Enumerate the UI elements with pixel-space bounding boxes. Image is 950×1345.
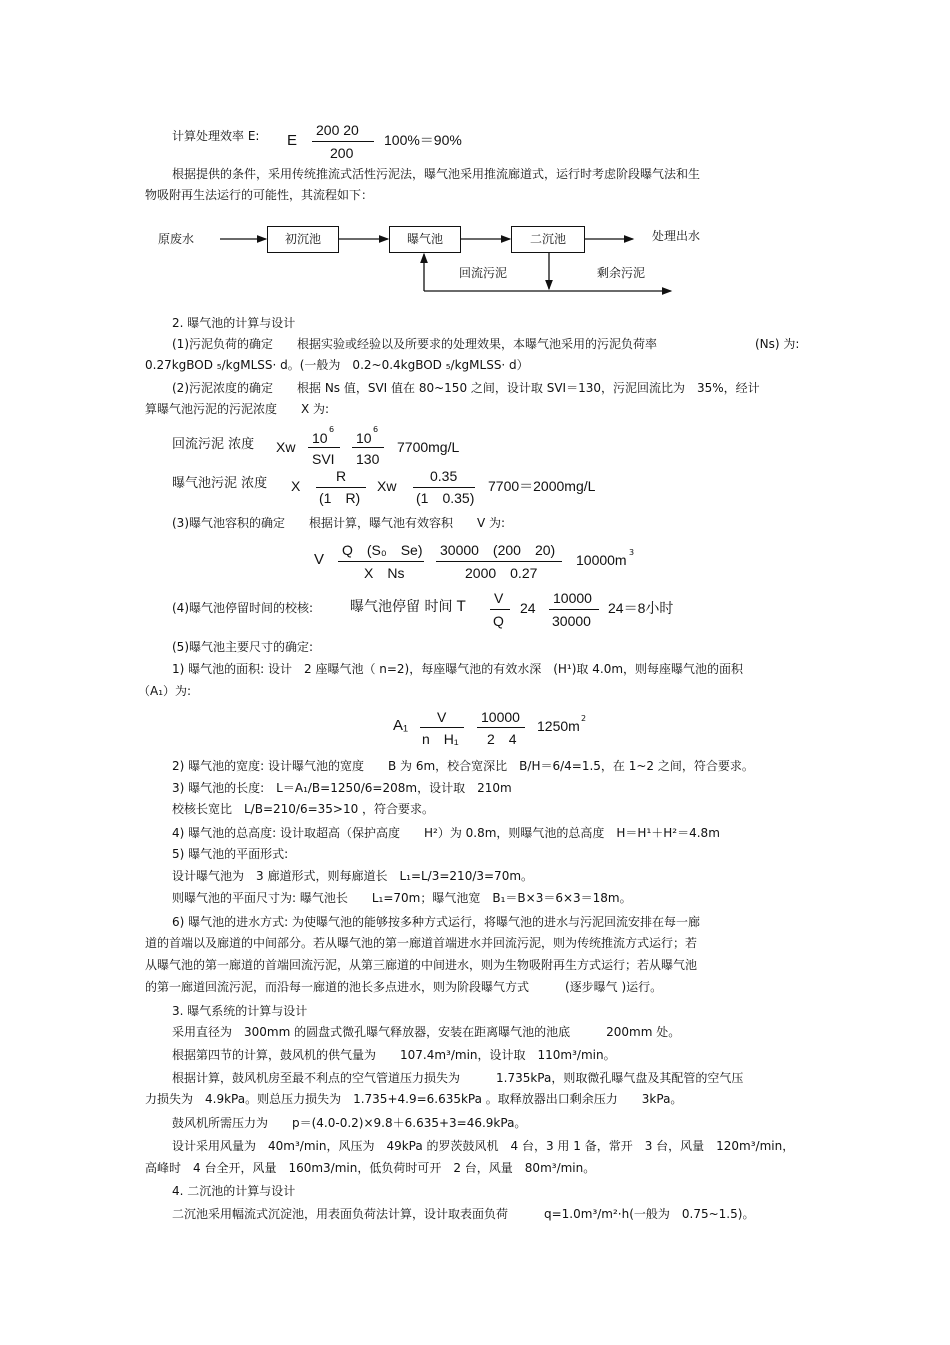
s2-p1c: 0.27kgBOD ₅/kgMLSS· d。(一般为 0.2~0.4kgBOD ₅/kgMLSS· d）	[145, 358, 529, 372]
s2-p1a: (1)污泥负荷的确定 根据实验或经验以及所要求的处理效果，本曝气池采用的污泥负荷率	[172, 337, 658, 351]
s2-p1b: (Ns) 为:	[755, 337, 800, 351]
fv-d2: 2000 0.27	[465, 565, 538, 581]
s2-q5: 5) 曝气池的平面形式:	[172, 847, 289, 861]
fx2-result: 7700＝2000mg/L	[488, 478, 596, 494]
fraction-bar	[477, 727, 525, 728]
fx1-d1: SVI	[312, 451, 335, 467]
fa-n1: V	[437, 709, 447, 725]
section-2-title: 2. 曝气池的计算与设计	[172, 316, 296, 330]
s3-l5b: 高峰时 4 台全开，风量 160m3/min，低负荷时可开 2 台，风量 80m³/min。	[145, 1161, 596, 1175]
s2-q3b: 校核长宽比 L/B=210/6=35>10 ，符合要求。	[172, 802, 435, 816]
efficiency-label: 计算处理效率 E:	[172, 129, 260, 143]
fraction-bar	[549, 609, 599, 610]
fa-d2: 2 4	[487, 731, 517, 747]
efficiency-symbol: E	[287, 132, 298, 149]
s3-l4: 鼓风机所需压力为 p＝(4.0-0.2)×9.8＋6.635+3=46.9kPa。	[172, 1116, 527, 1130]
s2-p2a: (2)污泥浓度的确定 根据 Ns 值，SVI 值在 80~150 之间，设计取 SVI＝130，污泥回流比为 35%，经计	[172, 381, 760, 395]
s2-q6b: 道的首端以及廊道的中间部分。若从曝气池的第一廊道首端进水并回流污泥，则为传统推流方式运行；若	[145, 936, 698, 950]
s2-q5b: 则曝气池的平面尺寸为: 曝气池长 L₁=70m；曝气池宽 B₁＝B×3＝6×3＝18m。	[172, 891, 632, 905]
flow-return-sludge: 回流污泥	[459, 266, 508, 280]
flow-aeration-tank: 曝气池	[389, 226, 461, 253]
fx2-d1: (1 R)	[319, 490, 361, 506]
ft-mult: 24	[520, 600, 536, 616]
fx1-n2: 10	[356, 430, 372, 446]
fa-d1: n H₁	[422, 731, 459, 747]
fx2-label: 曝气池污泥 浓度	[172, 476, 268, 491]
fraction-bar	[420, 727, 464, 728]
section-3-title: 3. 曝气系统的计算与设计	[172, 1004, 308, 1018]
s2-q6d: 的第一廊道回流污泥，而沿每一廊道的池长多点进水，则为阶段曝气方式 (逐步曝气 )运行。	[145, 980, 663, 994]
fx1-result: 7700mg/L	[397, 439, 460, 455]
flow-primary-clarifier: 初沉池	[267, 226, 339, 253]
efficiency-numerator: 200 20	[316, 122, 359, 138]
fx2-n1: R	[336, 468, 347, 484]
ft-result: 24＝8小时	[608, 600, 674, 616]
s2-q5a: 设计曝气池为 3 廊道形式，则每廊道长 L₁=L/3=210/3=70m。	[172, 869, 534, 883]
fx2-symbol: X	[291, 478, 301, 494]
fraction-bar	[352, 447, 384, 448]
s3-l3b: 力损失为 4.9kPa。则总压力损失为 1.735+4.9=6.635kPa 。取释放器出口剩余压力 3kPa。	[145, 1092, 683, 1106]
s2-p2b: 算曝气池污泥的污泥浓度 X 为:	[145, 402, 330, 416]
s2-q1b: （A₁）为:	[138, 684, 192, 698]
s2-p3: (3)曝气池容积的确定 根据计算，曝气池有效容积 V 为:	[172, 516, 506, 530]
fx1-n1: 10	[312, 430, 328, 446]
fraction-bar	[338, 561, 424, 562]
fx2-xw: Xw	[377, 478, 397, 494]
fv-symbol: V	[314, 551, 325, 568]
s3-l1: 采用直径为 300mm 的圆盘式微孔曝气释放器，安装在距离曝气池的池底 200mm 处。	[172, 1025, 681, 1039]
ft-d1: Q	[493, 613, 504, 629]
fx2-d2: (1 0.35)	[416, 490, 475, 506]
fv-d1: X Ns	[364, 565, 405, 581]
fraction-bar	[436, 561, 562, 562]
fa-symbol: A₁	[393, 717, 409, 734]
fraction-bar	[490, 609, 510, 610]
s2-q6c: 从曝气池的第一廊道的首端回流污泥，从第三廊道的中间进水，则为生物吸附再生方式运行；若从曝气池	[145, 958, 698, 972]
flow-treated-effluent: 处理出水	[652, 229, 701, 243]
fx1-e2: 6	[373, 425, 379, 434]
s2-q6a: 6) 曝气池的进水方式: 为使曝气池的能够按多种方式运行，将曝气池的进水与污泥回流安排在每一廊	[172, 915, 700, 929]
intro-line-1: 根据提供的条件，采用传统推流式活性污泥法，曝气池采用推流廊道式，运行时考虑阶段曝气法和生	[172, 167, 701, 181]
ft-label: 曝气池停留 时间 T	[350, 599, 466, 615]
fraction-bar	[413, 487, 475, 488]
fa-exp: 2	[581, 714, 587, 723]
efficiency-result: 100%＝90%	[384, 132, 462, 148]
ft-d2: 30000	[552, 613, 591, 629]
efficiency-denominator: 200	[330, 145, 354, 161]
section-4-title: 4. 二沉池的计算与设计	[172, 1184, 296, 1198]
flow-raw-water: 原废水	[158, 232, 195, 246]
fraction-bar	[316, 487, 366, 488]
s2-q2: 2) 曝气池的宽度: 设计曝气池的宽度 B 为 6m，校合宽深比 B/H＝6/4=1.5，在 1~2 之间，符合要求。	[172, 759, 754, 773]
fraction-bar	[308, 447, 340, 448]
fa-n2: 10000	[481, 709, 520, 725]
s3-l3a: 根据计算，鼓风机房至最不利点的空气管道压力损失为 1.735kPa，则取微孔曝气盘及其配管的空气压	[172, 1071, 744, 1085]
fv-n2: 30000 (200 20)	[440, 542, 556, 558]
fx1-d2: 130	[356, 451, 380, 467]
intro-line-2: 物吸附再生法运行的可能性，其流程如下：	[145, 188, 374, 202]
ft-n2: 10000	[553, 590, 592, 606]
fx1-symbol: Xw	[276, 439, 296, 455]
s2-q4: 4) 曝气池的总高度: 设计取超高（保护高度 H²）为 0.8m，则曝气池的总高度 H＝H¹＋H²＝4.8m	[172, 826, 720, 840]
s2-p5: (5)曝气池主要尺寸的确定:	[172, 640, 314, 654]
fa-result: 1250m	[537, 718, 580, 734]
s3-l2: 根据第四节的计算，鼓风机的供气量为 107.4m³/min，设计取 110m³/min。	[172, 1048, 616, 1062]
s4-l1: 二沉池采用幅流式沉淀池，用表面负荷法计算，设计取表面负荷 q=1.0m³/m²·h(一般为 0.75~1.5)。	[172, 1207, 755, 1221]
fx1-e1: 6	[329, 425, 335, 434]
s2-p4: (4)曝气池停留时间的校核:	[172, 601, 314, 615]
fv-exp: 3	[629, 548, 635, 557]
ft-n1: V	[494, 590, 504, 606]
fx2-n2: 0.35	[430, 468, 458, 484]
flow-secondary-clarifier: 二沉池	[511, 226, 585, 253]
flow-excess-sludge: 剩余污泥	[597, 266, 646, 280]
fv-n1: Q (S₀ Se)	[342, 542, 423, 558]
fv-result: 10000m	[576, 552, 627, 568]
s3-l5a: 设计采用风量为 40m³/min，风压为 49kPa 的罗茨鼓风机 4 台，3 用 1 备，常开 3 台，风量 120m³/min，	[172, 1139, 795, 1153]
s2-q1a: 1) 曝气池的面积: 设计 2 座曝气池（ n=2)，每座曝气池的有效水深 (H¹)取 4.0m，则每座曝气池的面积	[172, 662, 744, 676]
fx1-label: 回流污泥 浓度	[172, 437, 255, 452]
s2-q3a: 3) 曝气池的长度: L＝A₁/B=1250/6=208m，设计取 210m	[172, 781, 512, 795]
